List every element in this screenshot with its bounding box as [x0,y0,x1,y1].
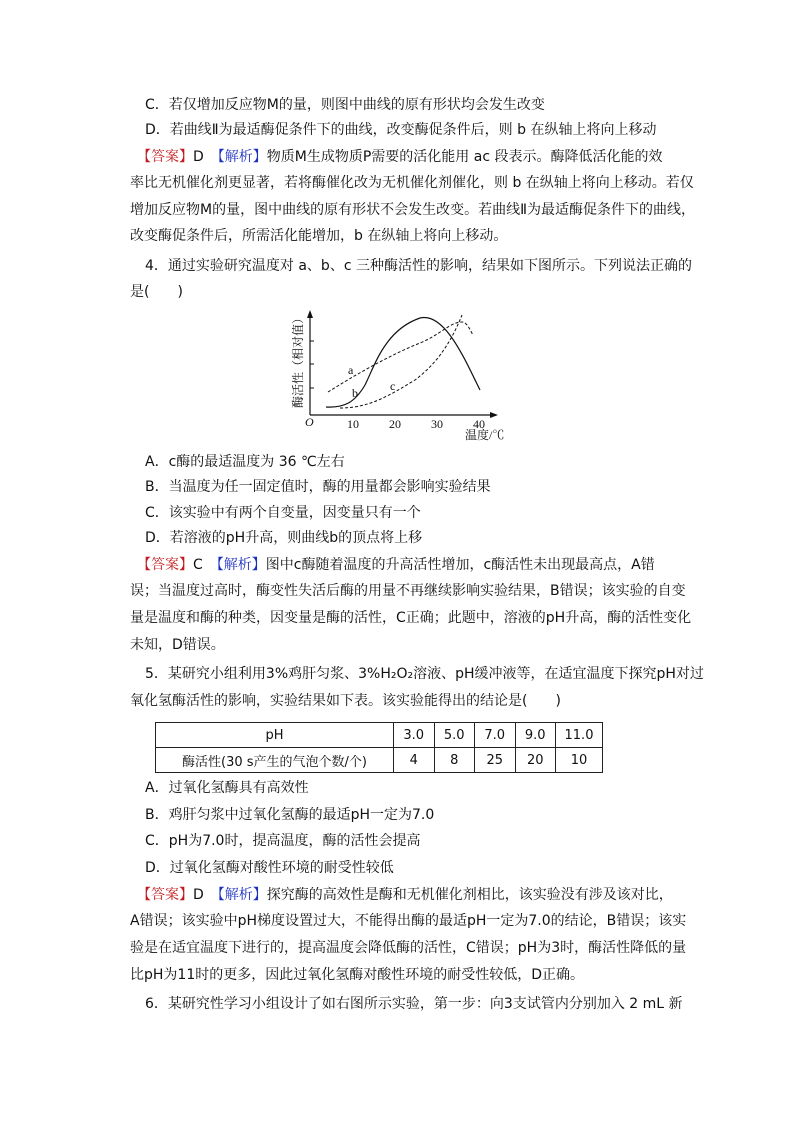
q5-answer-line [137,886,673,904]
answer-value: D [193,149,204,165]
curve-label-b: b [352,386,358,400]
q4-option-a: A．c酶的最适温度为 36 ℃左右 [145,454,345,470]
ph-activity-table [155,722,603,773]
table-cell: 9.0 [515,723,556,748]
answer-tag: 【答案】 [137,149,193,165]
table-cell: 酶活性(30 s产生的气泡个数/个) [156,748,394,773]
analysis-text: 量是温度和酶的种类，因变量是酶的活性，C正确；此题中，溶液的pH升高，酶的活性变化 [130,610,692,626]
analysis-text: 率比无机催化剂更显著，若将酶催化改为无机催化剂催化，则 b 在纵轴上将向上移动。若仅 [130,175,694,191]
answer-value: C [193,557,203,573]
analysis-text: A错误；该实验中pH梯度设置过大，不能得出酶的最适pH一定为7.0的结论，B错误；该实 [130,913,687,929]
analysis-text: 未知，D错误。 [130,637,225,653]
analysis-text: 图中c酶随着温度的升高活性增加，c酶活性未出现最高点，A错 [265,557,655,573]
table-cell: 20 [515,748,556,773]
y-axis-arrow-icon [307,310,313,318]
x-tick: 30 [431,417,443,431]
table-cell: 10 [556,748,603,773]
table-row [156,748,603,773]
q5-option-c: C．pH为7.0时，提高温度，酶的活性会提高 [145,833,421,849]
q6-stem: 6．某研究性学习小组设计了如右图所示实验，第一步：向3支试管内分别加入 2 mL 新 [145,996,683,1012]
analysis-text: 验是在适宜温度下进行的，提高温度会降低酶的活性，C错误；pH为3时，酶活性降低的量 [130,940,687,956]
analysis-text: 比pH为11时的更多，因此过氧化氢酶对酸性环境的耐受性较低，D正确。 [130,967,585,983]
q3-option-c: C．若仅增加反应物M的量，则图中曲线的原有形状均会发生改变 [145,97,545,113]
table-cell: 5.0 [434,723,475,748]
table-cell: pH [156,723,394,748]
answer-tag: 【答案】 [137,887,193,903]
curve-label-a: a [348,363,354,377]
x-tick: 20 [389,417,401,431]
q5-option-b: B．鸡肝匀浆中过氧化氢酶的最适pH一定为7.0 [145,807,435,823]
curve-a [328,322,473,392]
analysis-text: 探究酶的高效性是酶和无机催化剂相比，该实验没有涉及该对比， [266,887,673,903]
table-cell: 8 [434,748,475,773]
analysis-text: 误；当温度过高时，酶变性失活后酶的用量不再继续影响实验结果，B错误；该实验的自变 [130,583,686,599]
x-tick: 10 [347,417,359,431]
q3-option-d: D．若曲线Ⅱ为最适酶促条件下的曲线，改变酶促条件后，则 b 在纵轴上将向上移动 [145,122,657,138]
analysis-text: 增加反应物M的量，图中曲线的原有形状不会发生改变。若曲线Ⅱ为最适酶促条件下的曲线， [130,202,695,218]
table-cell: 25 [475,748,516,773]
q4-stem: 4．通过实验研究温度对 a、b、c 三种酶活性的影响，结果如下图所示。下列说法正确的 [145,258,692,274]
q5-stem: 5．某研究小组利用3%鸡肝匀浆、3%H₂O₂溶液、pH缓冲液等，在适宜温度下探究pH对过 [145,666,704,682]
analysis-tag: 【解析】 [217,887,267,903]
q5-option-d: D．过氧化氢酶对酸性环境的耐受性较低 [145,860,394,876]
q5-option-a: A．过氧化氢酶具有高效性 [145,780,309,796]
x-axis-arrow-icon [490,412,498,418]
q4-option-b: B．当温度为任一固定值时，酶的用量都会影响实验结果 [145,479,491,495]
y-axis-label: 酶活性（相对值） [291,311,305,408]
q4-option-d: D．若溶液的pH升高，则曲线b的顶点将上移 [145,530,423,546]
x-tick: 40 [473,417,485,431]
origin-label: O [305,415,314,429]
q4-option-c: C．该实验中有两个自变量，因变量只有一个 [145,505,421,521]
q3-answer-line [137,148,662,166]
enzyme-activity-figure [270,300,505,450]
answer-tag: 【答案】 [137,557,193,573]
q4-stem: 是( ) [130,284,183,300]
analysis-tag: 【解析】 [216,557,266,573]
table-header-row [156,723,603,748]
table-cell: 7.0 [475,723,516,748]
table-cell: 3.0 [394,723,435,748]
table-cell: 4 [394,748,435,773]
x-axis-label: 温度/℃ [465,428,505,442]
q4-answer-line [137,556,655,574]
analysis-text: 改变酶促条件后，所需活化能增加，b 在纵轴上将向上移动。 [130,228,508,244]
q5-stem: 氧化氢酶活性的影响，实验结果如下表。该实验能得出的结论是( ) [130,693,561,709]
analysis-tag: 【解析】 [217,149,267,165]
answer-value: D [193,887,204,903]
curve-label-c: c [390,379,396,393]
table-cell: 11.0 [556,723,603,748]
analysis-text: 物质M生成物质P需要的活化能用 ac 段表示。酶降低活化能的效 [266,149,663,165]
